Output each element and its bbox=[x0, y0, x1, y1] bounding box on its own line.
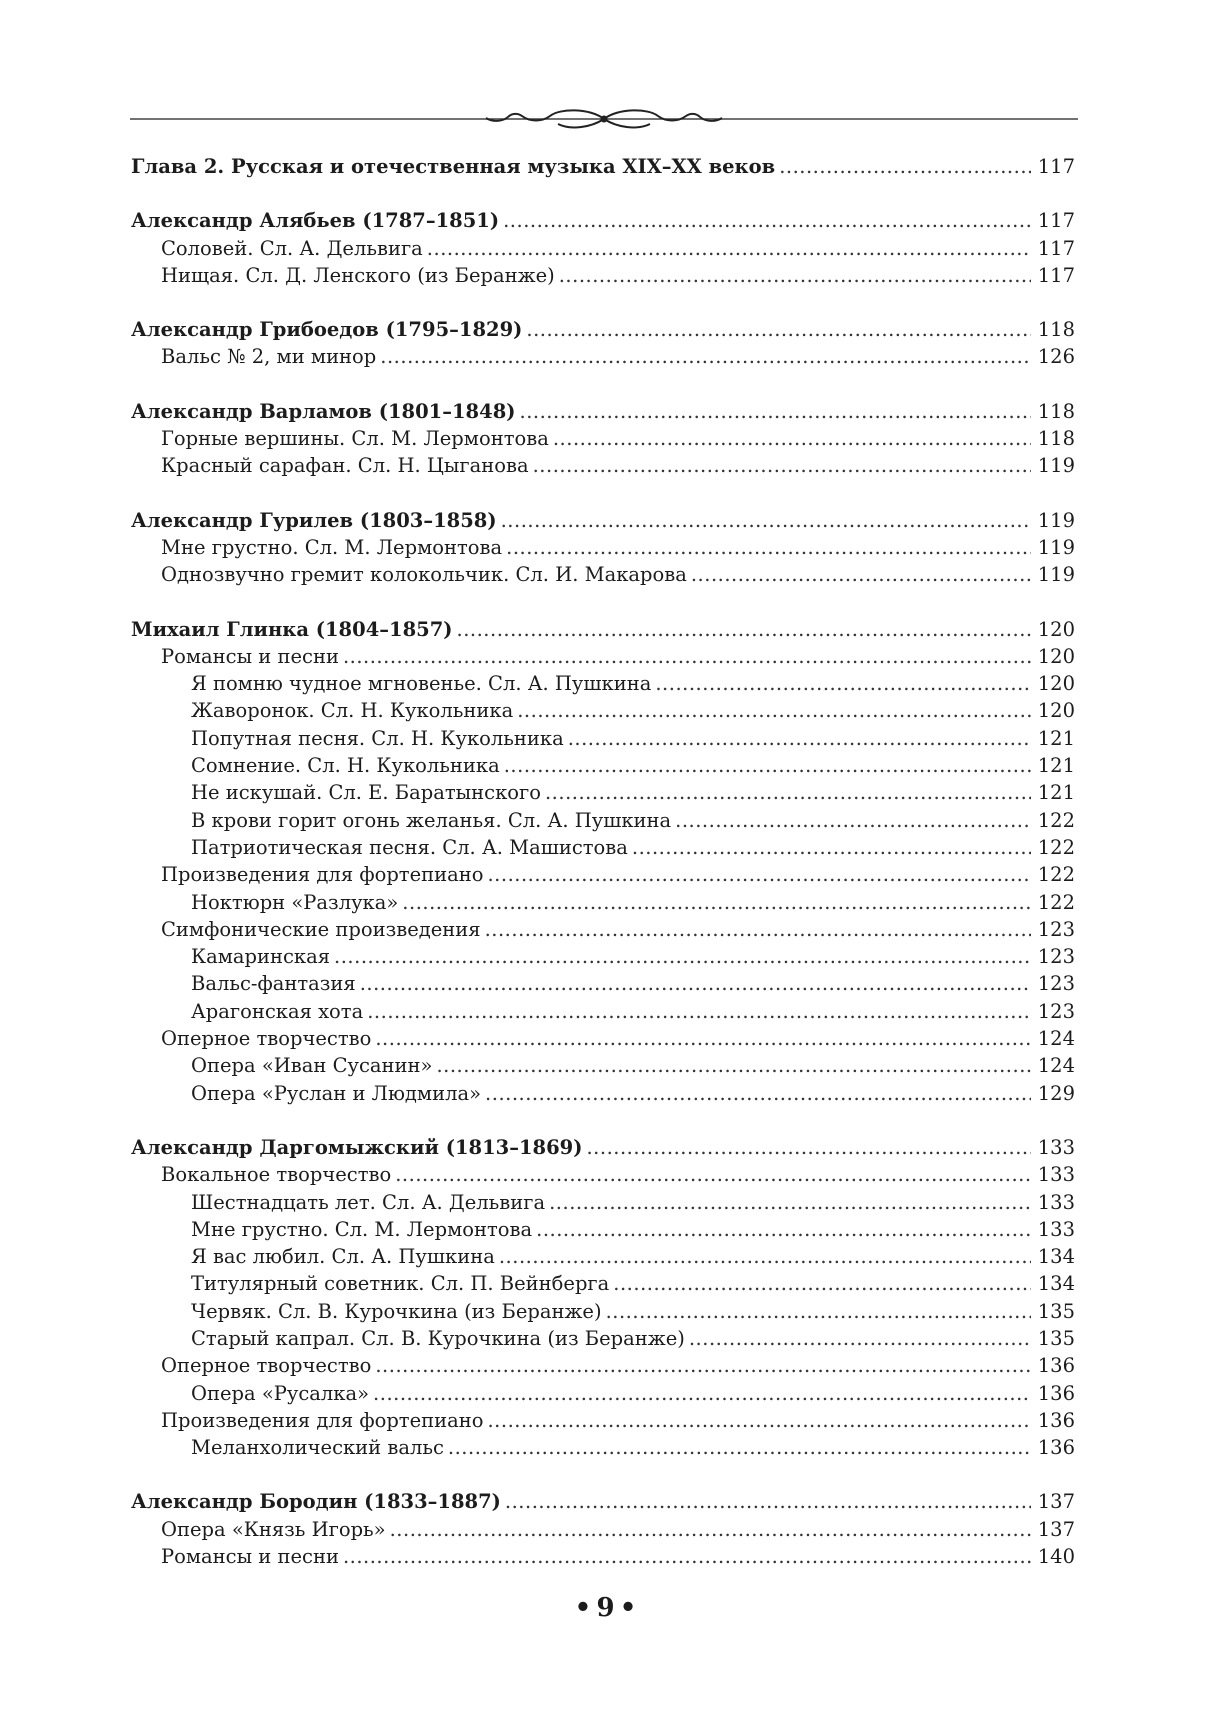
toc-work-entry bbox=[131, 834, 1075, 861]
toc-section-entry bbox=[131, 1025, 1075, 1052]
entry-title: Старый капрал. Сл. В. Курочкина (из Беранже) bbox=[191, 1326, 685, 1350]
entry-page: 123 bbox=[1037, 945, 1075, 969]
leader-dots bbox=[533, 452, 1031, 479]
entry-page: 134 bbox=[1037, 1272, 1075, 1296]
entry-page: 120 bbox=[1037, 699, 1075, 723]
leader-dots bbox=[504, 752, 1031, 779]
entry-page: 136 bbox=[1037, 1408, 1075, 1432]
entry-page: 136 bbox=[1037, 1436, 1075, 1460]
leader-dots bbox=[487, 861, 1031, 888]
leader-dots bbox=[485, 916, 1031, 943]
toc-work-entry bbox=[131, 1298, 1075, 1325]
entry-title: Александр Варламов (1801–1848) bbox=[131, 399, 516, 423]
entry-title: Опера «Князь Игорь» bbox=[161, 1517, 386, 1541]
entry-title: Сомнение. Сл. Н. Кукольника bbox=[191, 754, 500, 778]
toc-work-entry bbox=[131, 970, 1075, 997]
chapter-title: Глава 2. Русская и отечественная музыка XIX–XX веков bbox=[131, 155, 776, 178]
entry-page: 118 bbox=[1037, 399, 1075, 423]
toc-section-entry bbox=[131, 425, 1075, 452]
entry-page: 119 bbox=[1037, 535, 1075, 559]
toc-work-entry bbox=[131, 697, 1075, 724]
toc-work-entry bbox=[131, 1189, 1075, 1216]
entry-page: 133 bbox=[1037, 1163, 1075, 1187]
entry-page: 133 bbox=[1037, 1190, 1075, 1214]
entry-title: Вальс-фантазия bbox=[191, 972, 356, 996]
entry-page: 135 bbox=[1037, 1299, 1075, 1323]
toc-section-entry bbox=[131, 561, 1075, 588]
entry-title: Не искушай. Сл. Е. Баратынского bbox=[191, 781, 541, 805]
entry-title: Александр Бородин (1833–1887) bbox=[131, 1490, 501, 1514]
toc-work-entry bbox=[131, 1270, 1075, 1297]
leader-dots bbox=[691, 561, 1031, 588]
entry-title: Червяк. Сл. В. Курочкина (из Беранже) bbox=[191, 1299, 602, 1323]
toc-section-entry bbox=[131, 1516, 1075, 1543]
toc-work-entry bbox=[131, 1080, 1075, 1107]
entry-title: Александр Алябьев (1787–1851) bbox=[131, 209, 500, 233]
toc-section-entry bbox=[131, 1543, 1075, 1570]
entry-title: Нищая. Сл. Д. Ленского (из Беранже) bbox=[161, 263, 555, 287]
entry-title: Александр Гурилев (1803–1858) bbox=[131, 508, 497, 532]
toc-work-entry bbox=[131, 1325, 1075, 1352]
toc-composer-entry bbox=[131, 398, 1075, 425]
entry-page: 121 bbox=[1037, 754, 1075, 778]
leader-dots bbox=[505, 1488, 1031, 1515]
toc-composer-entry bbox=[131, 1488, 1075, 1515]
leader-dots bbox=[545, 779, 1031, 806]
toc-work-entry bbox=[131, 998, 1075, 1025]
entry-page: 120 bbox=[1037, 617, 1075, 641]
toc-work-entry bbox=[131, 1243, 1075, 1270]
page-number: • 9 • bbox=[574, 1593, 637, 1623]
toc-work-entry bbox=[131, 1380, 1075, 1407]
toc-work-entry bbox=[131, 1052, 1075, 1079]
entry-title: Попутная песня. Сл. Н. Кукольника bbox=[191, 726, 564, 750]
table-of-contents bbox=[131, 153, 1075, 1570]
toc-work-entry bbox=[131, 752, 1075, 779]
entry-page: 126 bbox=[1037, 345, 1075, 369]
leader-dots bbox=[390, 1516, 1031, 1543]
entry-title: Мне грустно. Сл. М. Лермонтова bbox=[161, 535, 503, 559]
entry-page: 137 bbox=[1037, 1490, 1075, 1514]
leader-dots bbox=[487, 1407, 1031, 1434]
toc-work-entry bbox=[131, 889, 1075, 916]
toc-work-entry bbox=[131, 807, 1075, 834]
toc-section-entry bbox=[131, 452, 1075, 479]
toc-section-entry bbox=[131, 235, 1075, 262]
entry-page: 118 bbox=[1037, 427, 1075, 451]
leader-dots bbox=[559, 262, 1031, 289]
entry-title: Жаворонок. Сл. Н. Кукольника bbox=[191, 699, 514, 723]
leader-dots bbox=[675, 807, 1031, 834]
toc-section-entry bbox=[131, 1407, 1075, 1434]
entry-title: Патриотическая песня. Сл. А. Машистова bbox=[191, 835, 628, 859]
entry-page: 136 bbox=[1037, 1381, 1075, 1405]
entry-title: Вокальное творчество bbox=[161, 1163, 392, 1187]
entry-title: Михаил Глинка (1804–1857) bbox=[131, 617, 453, 641]
entry-page: 135 bbox=[1037, 1326, 1075, 1350]
leader-dots bbox=[553, 425, 1031, 452]
entry-title: Опера «Русалка» bbox=[191, 1381, 370, 1405]
leader-dots bbox=[689, 1325, 1031, 1352]
toc-section-entry bbox=[131, 1161, 1075, 1188]
leader-dots bbox=[375, 1352, 1031, 1379]
entry-page: 119 bbox=[1037, 454, 1075, 478]
entry-title: Произведения для фортепиано bbox=[161, 863, 484, 887]
entry-page: 121 bbox=[1037, 726, 1075, 750]
leader-dots bbox=[367, 998, 1031, 1025]
leader-dots bbox=[375, 1025, 1031, 1052]
entry-page: 129 bbox=[1037, 1081, 1075, 1105]
entry-title: Однозвучно гремит колокольчик. Сл. И. Макарова bbox=[161, 563, 687, 587]
leader-dots bbox=[501, 507, 1031, 534]
leader-dots bbox=[499, 1243, 1031, 1270]
entry-page: 120 bbox=[1037, 672, 1075, 696]
entry-page: 121 bbox=[1037, 781, 1075, 805]
entry-page: 122 bbox=[1037, 835, 1075, 859]
entry-title: Александр Грибоедов (1795–1829) bbox=[131, 318, 523, 342]
leader-dots bbox=[506, 534, 1031, 561]
entry-title: Ноктюрн «Разлука» bbox=[191, 890, 399, 914]
entry-page: 119 bbox=[1037, 563, 1075, 587]
leader-dots bbox=[334, 943, 1031, 970]
entry-page: 117 bbox=[1037, 209, 1075, 233]
leader-dots bbox=[655, 670, 1031, 697]
leader-dots bbox=[402, 889, 1031, 916]
entry-title: Я вас любил. Сл. А. Пушкина bbox=[191, 1245, 495, 1269]
entry-title: Титулярный советник. Сл. П. Вейнберга bbox=[191, 1272, 610, 1296]
entry-title: Романсы и песни bbox=[161, 1545, 339, 1569]
entry-page: 122 bbox=[1037, 890, 1075, 914]
leader-dots bbox=[380, 343, 1031, 370]
leader-dots bbox=[343, 643, 1031, 670]
toc-section-entry bbox=[131, 262, 1075, 289]
leader-dots bbox=[395, 1161, 1031, 1188]
entry-page: 140 bbox=[1037, 1545, 1075, 1569]
entry-page: 119 bbox=[1037, 508, 1075, 532]
entry-page: 133 bbox=[1037, 1135, 1075, 1159]
entry-title: Вальс № 2, ми минор bbox=[161, 345, 377, 369]
entry-title: Камаринская bbox=[191, 945, 331, 969]
ornamental-header-rule-icon bbox=[130, 104, 1078, 134]
entry-title: Красный сарафан. Сл. Н. Цыганова bbox=[161, 454, 529, 478]
toc-section-entry bbox=[131, 916, 1075, 943]
leader-dots bbox=[613, 1270, 1031, 1297]
chapter-heading bbox=[131, 153, 1075, 180]
entry-title: Меланхолический вальс bbox=[191, 1436, 444, 1460]
chapter-page: 117 bbox=[1037, 155, 1075, 178]
entry-page: 117 bbox=[1037, 263, 1075, 287]
toc-section-entry bbox=[131, 861, 1075, 888]
leader-dots bbox=[360, 970, 1031, 997]
entry-title: Арагонская хота bbox=[191, 999, 364, 1023]
entry-page: 120 bbox=[1037, 644, 1075, 668]
leader-dots bbox=[457, 616, 1031, 643]
entry-title: В крови горит огонь желанья. Сл. А. Пушкина bbox=[191, 808, 672, 832]
toc-section-entry bbox=[131, 1352, 1075, 1379]
toc-work-entry bbox=[131, 670, 1075, 697]
entry-title: Мне грустно. Сл. М. Лермонтова bbox=[191, 1217, 533, 1241]
entry-title: Оперное творчество bbox=[161, 1027, 372, 1051]
entry-page: 117 bbox=[1037, 236, 1075, 260]
entry-page: 124 bbox=[1037, 1054, 1075, 1078]
entry-page: 123 bbox=[1037, 999, 1075, 1023]
entry-title: Опера «Иван Сусанин» bbox=[191, 1054, 433, 1078]
leader-dots bbox=[568, 725, 1031, 752]
leader-dots bbox=[606, 1298, 1031, 1325]
entry-page: 133 bbox=[1037, 1217, 1075, 1241]
toc-composer-entry bbox=[131, 316, 1075, 343]
entry-title: Соловей. Сл. А. Дельвига bbox=[161, 236, 423, 260]
entry-page: 118 bbox=[1037, 318, 1075, 342]
entry-page: 123 bbox=[1037, 917, 1075, 941]
entry-title: Романсы и песни bbox=[161, 644, 339, 668]
leader-dots bbox=[586, 1134, 1031, 1161]
leader-dots bbox=[526, 316, 1031, 343]
entry-title: Опера «Руслан и Людмила» bbox=[191, 1081, 482, 1105]
entry-page: 122 bbox=[1037, 863, 1075, 887]
toc-section-entry bbox=[131, 534, 1075, 561]
toc-work-entry bbox=[131, 725, 1075, 752]
entry-title: Горные вершины. Сл. М. Лермонтова bbox=[161, 427, 549, 451]
toc-composer-entry bbox=[131, 616, 1075, 643]
leader-dots bbox=[436, 1052, 1031, 1079]
entry-title: Симфонические произведения bbox=[161, 917, 481, 941]
leader-dots bbox=[448, 1434, 1031, 1461]
leader-dots bbox=[520, 398, 1032, 425]
leader-dots bbox=[427, 235, 1031, 262]
leader-dots bbox=[632, 834, 1031, 861]
toc-section-entry bbox=[131, 343, 1075, 370]
toc-work-entry bbox=[131, 943, 1075, 970]
entry-page: 137 bbox=[1037, 1517, 1075, 1541]
leader-dots bbox=[485, 1080, 1031, 1107]
toc-section-entry bbox=[131, 643, 1075, 670]
leader-dots bbox=[503, 207, 1031, 234]
entry-page: 134 bbox=[1037, 1245, 1075, 1269]
entry-title: Я помню чудное мгновенье. Сл. А. Пушкина bbox=[191, 672, 652, 696]
leader-dots bbox=[517, 697, 1031, 724]
leader-dots bbox=[549, 1189, 1031, 1216]
toc-work-entry bbox=[131, 1216, 1075, 1243]
toc-composer-entry bbox=[131, 207, 1075, 234]
entry-title: Оперное творчество bbox=[161, 1354, 372, 1378]
entry-title: Шестнадцать лет. Сл. А. Дельвига bbox=[191, 1190, 546, 1214]
page-number-value: 9 bbox=[596, 1593, 615, 1623]
entry-title: Александр Даргомыжский (1813–1869) bbox=[131, 1135, 583, 1159]
entry-page: 124 bbox=[1037, 1027, 1075, 1051]
leader-dots bbox=[779, 153, 1031, 180]
leader-dots bbox=[536, 1216, 1031, 1243]
toc-work-entry bbox=[131, 1434, 1075, 1461]
entry-page: 122 bbox=[1037, 808, 1075, 832]
entry-page: 123 bbox=[1037, 972, 1075, 996]
entry-title: Произведения для фортепиано bbox=[161, 1408, 484, 1432]
entry-page: 136 bbox=[1037, 1354, 1075, 1378]
toc-composer-entry bbox=[131, 507, 1075, 534]
leader-dots bbox=[373, 1380, 1031, 1407]
leader-dots bbox=[343, 1543, 1031, 1570]
toc-work-entry bbox=[131, 779, 1075, 806]
toc-composer-entry bbox=[131, 1134, 1075, 1161]
